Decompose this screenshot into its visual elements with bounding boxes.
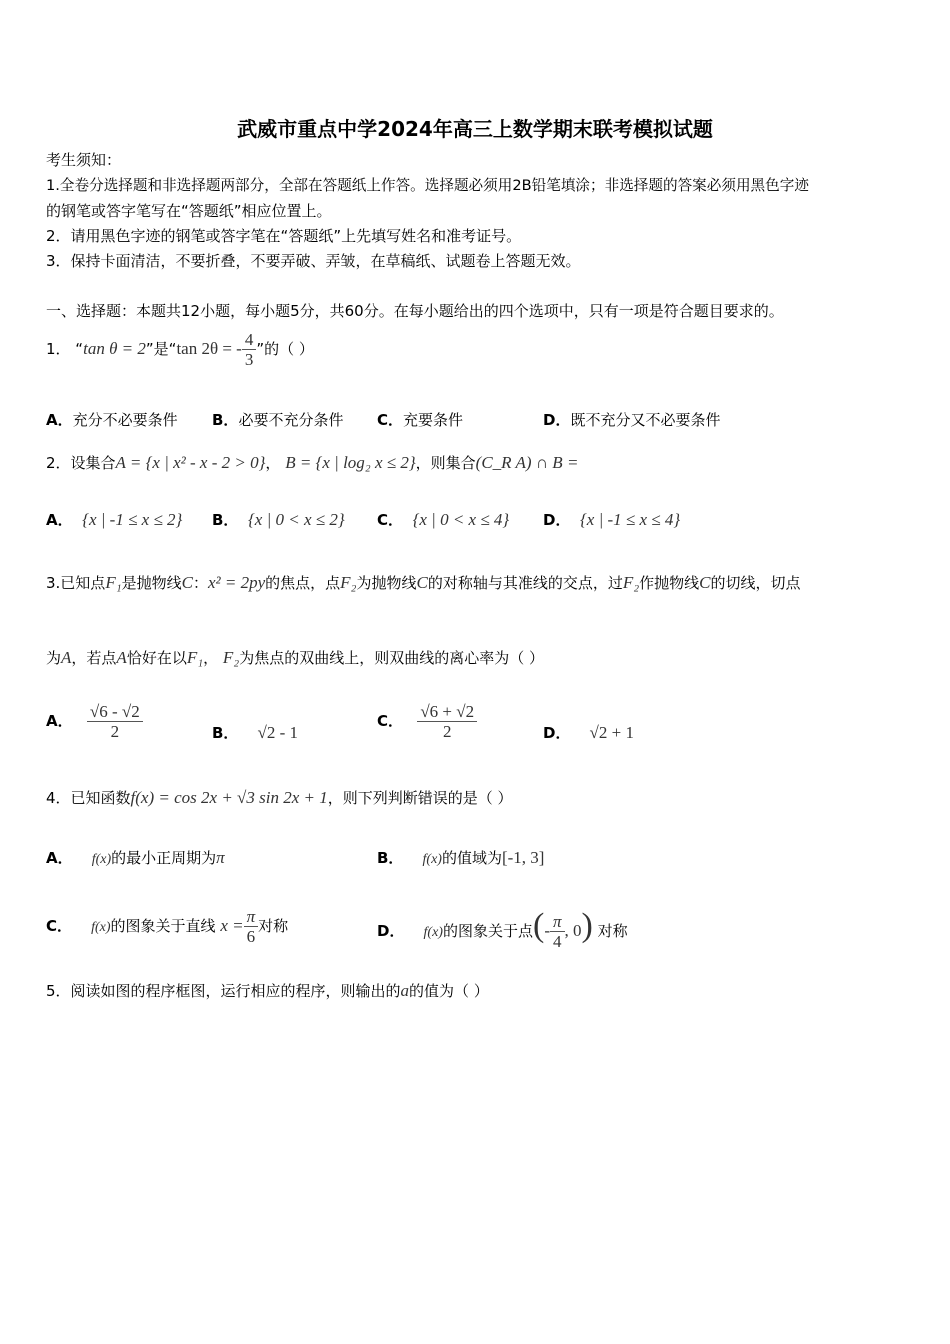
q1-option-b[interactable]: B．必要不充分条件: [212, 411, 344, 429]
question-3-line-2: 为A，若点A恰好在以F₁， F₂为焦点的双曲线上，则双曲线的离心率为（ ）: [46, 648, 544, 667]
q1-fraction: $\frac{4}{3}$: [242, 330, 257, 369]
q1-expr2: tan 2θ = -: [176, 339, 242, 358]
notice-item-1: 1.全卷分选择题和非选择题两部分，全部在答题纸上作答。选择题必须用2B铅笔填涂；非选择题的答案必须用黑色字迹: [46, 177, 809, 194]
question-3-line-1: 3.已知点F₁是抛物线C：x² = 2py的焦点，点F₂为抛物线C的对称轴与其准线的交点，过F₂作抛物线C的切线，切点: [46, 573, 801, 592]
q1-option-c[interactable]: C．充要条件: [377, 411, 464, 429]
q4-option-a[interactable]: A． f(x)的最小正周期为π: [46, 848, 225, 867]
q2-option-d[interactable]: D． {x | -1 ≤ x ≤ 4}: [543, 510, 681, 529]
notice-item-2: 2．请用黑色字迹的钢笔或答字笔在“答题纸”上先填写姓名和准考证号。: [46, 227, 522, 245]
q1-suffix: ”的（ ）: [256, 340, 314, 358]
q1-expr1: tan θ = 2: [83, 339, 146, 358]
page-title: 武威市重点中学2024年高三上数学期末联考模拟试题: [237, 117, 713, 141]
q3-option-b[interactable]: B． √2 - 1: [212, 723, 299, 742]
q2-option-b[interactable]: B． {x | 0 < x ≤ 2}: [212, 510, 345, 529]
section-heading: 一、选择题：本题共12小题，每小题5分，共60分。在每小题给出的四个选项中，只有一项是符合题目要求的。: [46, 302, 784, 320]
q4-option-b[interactable]: B． f(x)的值域为[-1, 3]: [377, 848, 545, 867]
notice-item-1-cont: 的钢笔或答字笔写在“答题纸”相应位置上。: [46, 202, 332, 220]
question-2: 2．设集合A = {x | x² - x - 2 > 0}， B = {x | log₂ x ≤ 2}，则集合(C_R A) ∩ B =: [46, 453, 579, 472]
q1-mid: ”是“: [145, 340, 177, 358]
notice-heading: 考生须知：: [46, 151, 122, 169]
q2-expr: (C_R A) ∩ B =: [475, 453, 579, 472]
q1-prefix: 1． “: [46, 340, 84, 358]
q2-set-b: B = {x | log₂ x ≤ 2}: [285, 453, 416, 472]
q3-option-a[interactable]: A． $\frac{√6 - √2}{2}$: [46, 695, 143, 747]
q4-option-c[interactable]: C． f(x)的图象关于直线 x = $\frac{\pi}{6}$ 对称: [46, 907, 289, 946]
question-5: 5．阅读如图的程序框图，运行相应的程序，则输出的a的值为（ ）: [46, 981, 489, 1000]
q2-option-c[interactable]: C． {x | 0 < x ≤ 4}: [377, 510, 510, 529]
q2-option-a[interactable]: A． {x | -1 ≤ x ≤ 2}: [46, 510, 183, 529]
q1-option-d[interactable]: D．既不充分又不必要条件: [543, 411, 721, 429]
q4-function: f(x) = cos 2x + √3 sin 2x + 1: [130, 788, 328, 807]
question-4: 4．已知函数f(x) = cos 2x + √3 sin 2x + 1，则下列判断错误的是（ ）: [46, 788, 513, 807]
q3-option-c[interactable]: C． $\frac{√6 + √2}{2}$: [377, 695, 477, 747]
q3-option-d[interactable]: D． √2 + 1: [543, 723, 634, 742]
q4-option-d[interactable]: D． f(x)的图象关于点(- $\frac{\pi}{4}$ , 0) 对称: [377, 907, 628, 951]
question-1: [46, 325, 314, 373]
q2-set-a: A = {x | x² - x - 2 > 0}: [115, 453, 266, 472]
q1-option-a[interactable]: A．充分不必要条件: [46, 411, 178, 429]
notice-item-3: 3．保持卡面清洁，不要折叠，不要弄破、弄皱，在草稿纸、试题卷上答题无效。: [46, 252, 581, 270]
